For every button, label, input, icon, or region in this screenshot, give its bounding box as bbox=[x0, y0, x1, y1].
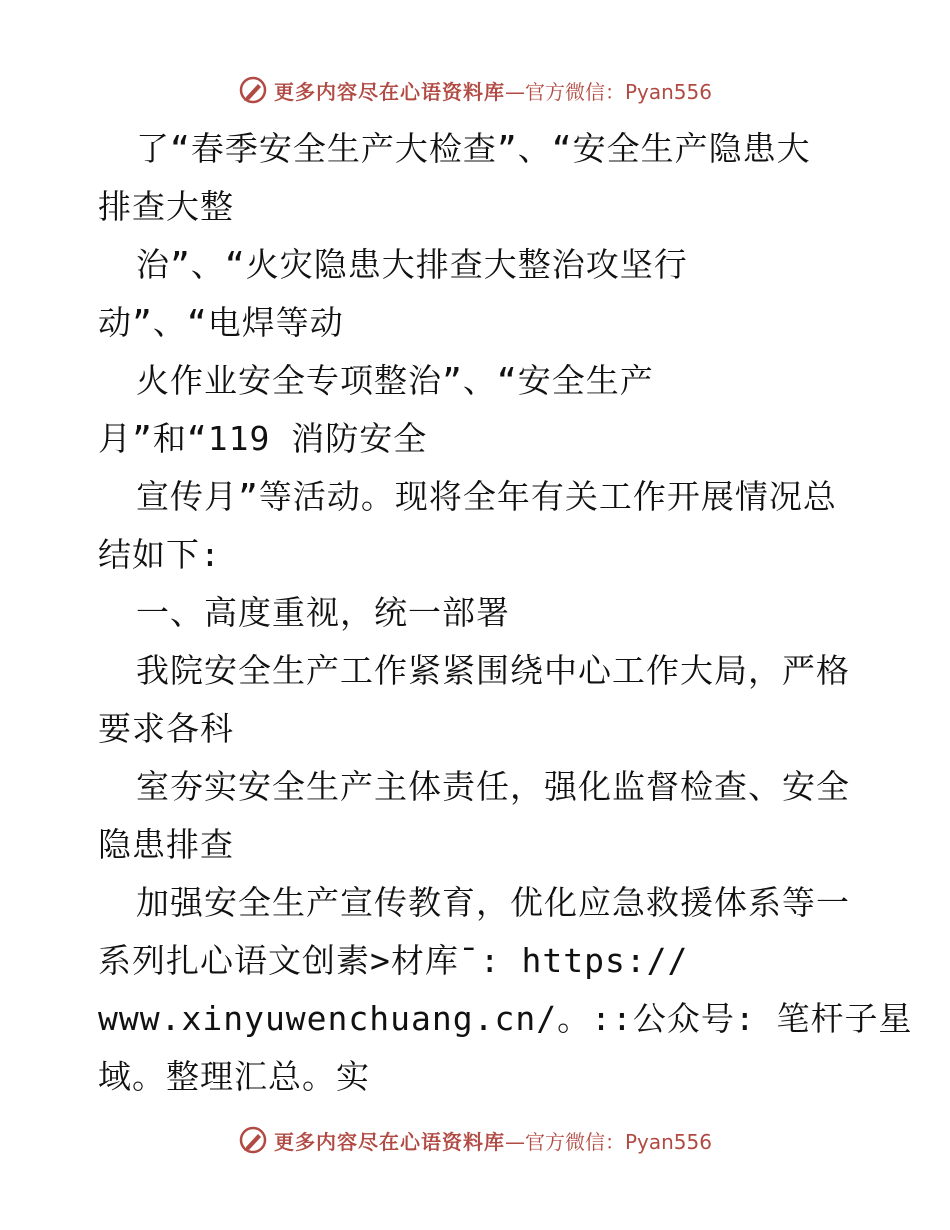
text-line: 系列扎心语文创素>材库¯: https:// bbox=[98, 941, 689, 980]
text-line: 月”和“119 消防安全 bbox=[98, 419, 428, 458]
watermark-title: 更多内容尽在心语资料库 bbox=[273, 79, 505, 104]
text-line: 我院安全生产工作紧紧围绕中心工作大局，严格 bbox=[136, 651, 850, 690]
text-line: 隐患排查 bbox=[98, 825, 234, 864]
text-line: 治”、“火灾隐患大排查大整治攻坚行 bbox=[136, 245, 688, 284]
text-line: 要求各科 bbox=[98, 709, 234, 748]
document-body bbox=[98, 120, 913, 1106]
text-line: 室夯实安全生产主体责任，强化监督检查、安全 bbox=[136, 767, 850, 806]
text-line: 火作业安全专项整治”、“安全生产 bbox=[136, 361, 654, 400]
text-line: 结如下: bbox=[98, 535, 221, 574]
watermark-contact: —官方微信：Pyan556 bbox=[504, 79, 712, 104]
text-line: 排查大整 bbox=[98, 187, 234, 226]
pen-logo-icon bbox=[238, 75, 268, 105]
text-line: www.xinyuwenchuang.cn/。::公众号: 笔杆子星 bbox=[98, 999, 913, 1038]
watermark-contact: —官方微信：Pyan556 bbox=[504, 1129, 712, 1154]
text-line: 域。整理汇总。实 bbox=[98, 1057, 370, 1096]
text-line: 宣传月”等活动。现将全年有关工作开展情况总 bbox=[136, 477, 837, 516]
text-line: 了“春季安全生产大检查”、“安全生产隐患大 bbox=[136, 129, 811, 168]
watermark-title: 更多内容尽在心语资料库 bbox=[273, 1129, 505, 1154]
watermark-header bbox=[0, 70, 950, 110]
pen-logo-icon bbox=[238, 1125, 268, 1155]
text-line: 一、高度重视，统一部署 bbox=[136, 593, 510, 632]
text-line: 加强安全生产宣传教育，优化应急救援体系等一 bbox=[136, 883, 850, 922]
text-line: 动”、“电焊等动 bbox=[98, 303, 344, 342]
watermark-footer bbox=[0, 1120, 950, 1160]
